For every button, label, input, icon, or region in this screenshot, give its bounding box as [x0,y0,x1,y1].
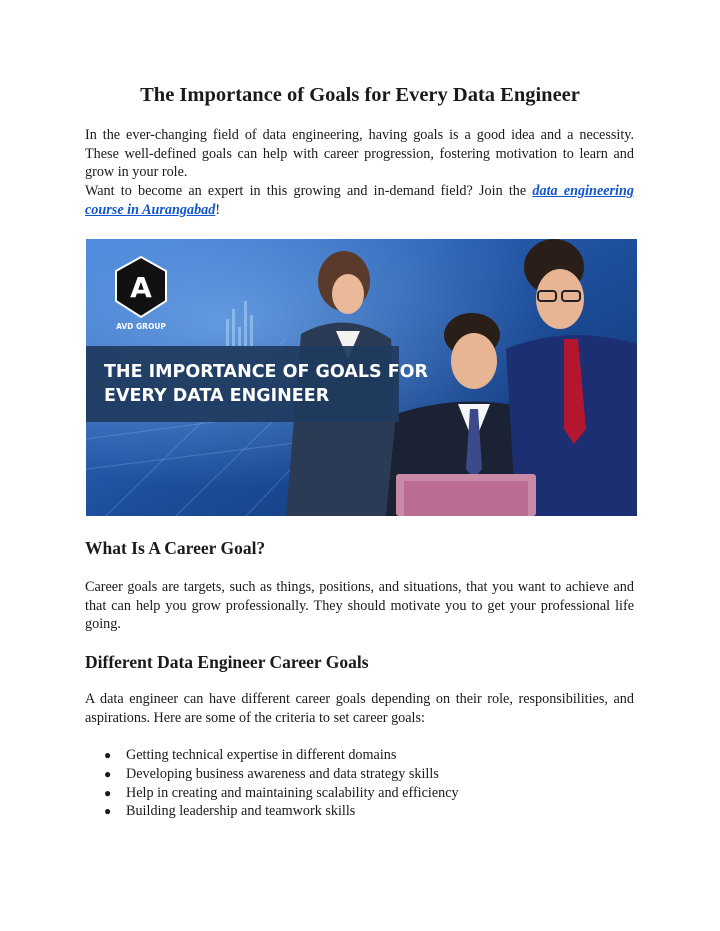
svg-text:A: A [130,271,152,304]
list-item: ● Getting technical expertise in different domains [104,747,397,763]
course-link[interactable]: data engineering course in Aurangabad [85,183,634,218]
list-item: ● Help in creating and maintaining scalability and efficiency [104,784,459,801]
section-body-career-goal: Career goals are targets, such as things, positions, and situations, that you want to achieve and that can help you grow professionally. They should motivate you to get your professional life going. [85,579,634,633]
svg-text:AVD GROUP: AVD GROUP [116,322,166,331]
section-heading-career-goals-list: Different Data Engineer Career Goals [85,652,369,672]
section-heading-career-goal: What Is A Career Goal? [85,538,266,558]
intro-paragraph: In the ever-changing field of data engineering, having goals is a good idea and a necessity. These well-defined goals can help with career progression, fostering motivation to learn and grow in your role. [85,127,634,181]
headline-band [86,346,399,422]
page-title: The Importance of Goals for Every Data Engineer [140,84,580,106]
bullet-icon: ● [104,748,112,762]
section-body-career-goals: A data engineer can have different career goals depending on their role, responsibilities, and aspirations. Here are some of the criteria to set career goals: [85,691,634,726]
goals-list [85,746,459,821]
list-item: ● Building leadership and teamwork skills [104,803,356,820]
banner-headline-line1: THE IMPORTANCE OF GOALS FOR [104,362,428,382]
bullet-icon: ● [104,804,112,819]
list-item: ● Developing business awareness and data strategy skills [104,765,439,782]
bullet-icon: ● [104,785,112,800]
cta-suffix: ! [215,201,221,218]
bullet-icon: ● [104,766,112,781]
banner-image [86,239,637,516]
cta-prefix: Want to become an expert in this growing and in-demand field? Join the [85,183,533,199]
cta-paragraph [85,182,634,219]
banner-headline-line2: EVERY DATA ENGINEER [104,386,330,406]
